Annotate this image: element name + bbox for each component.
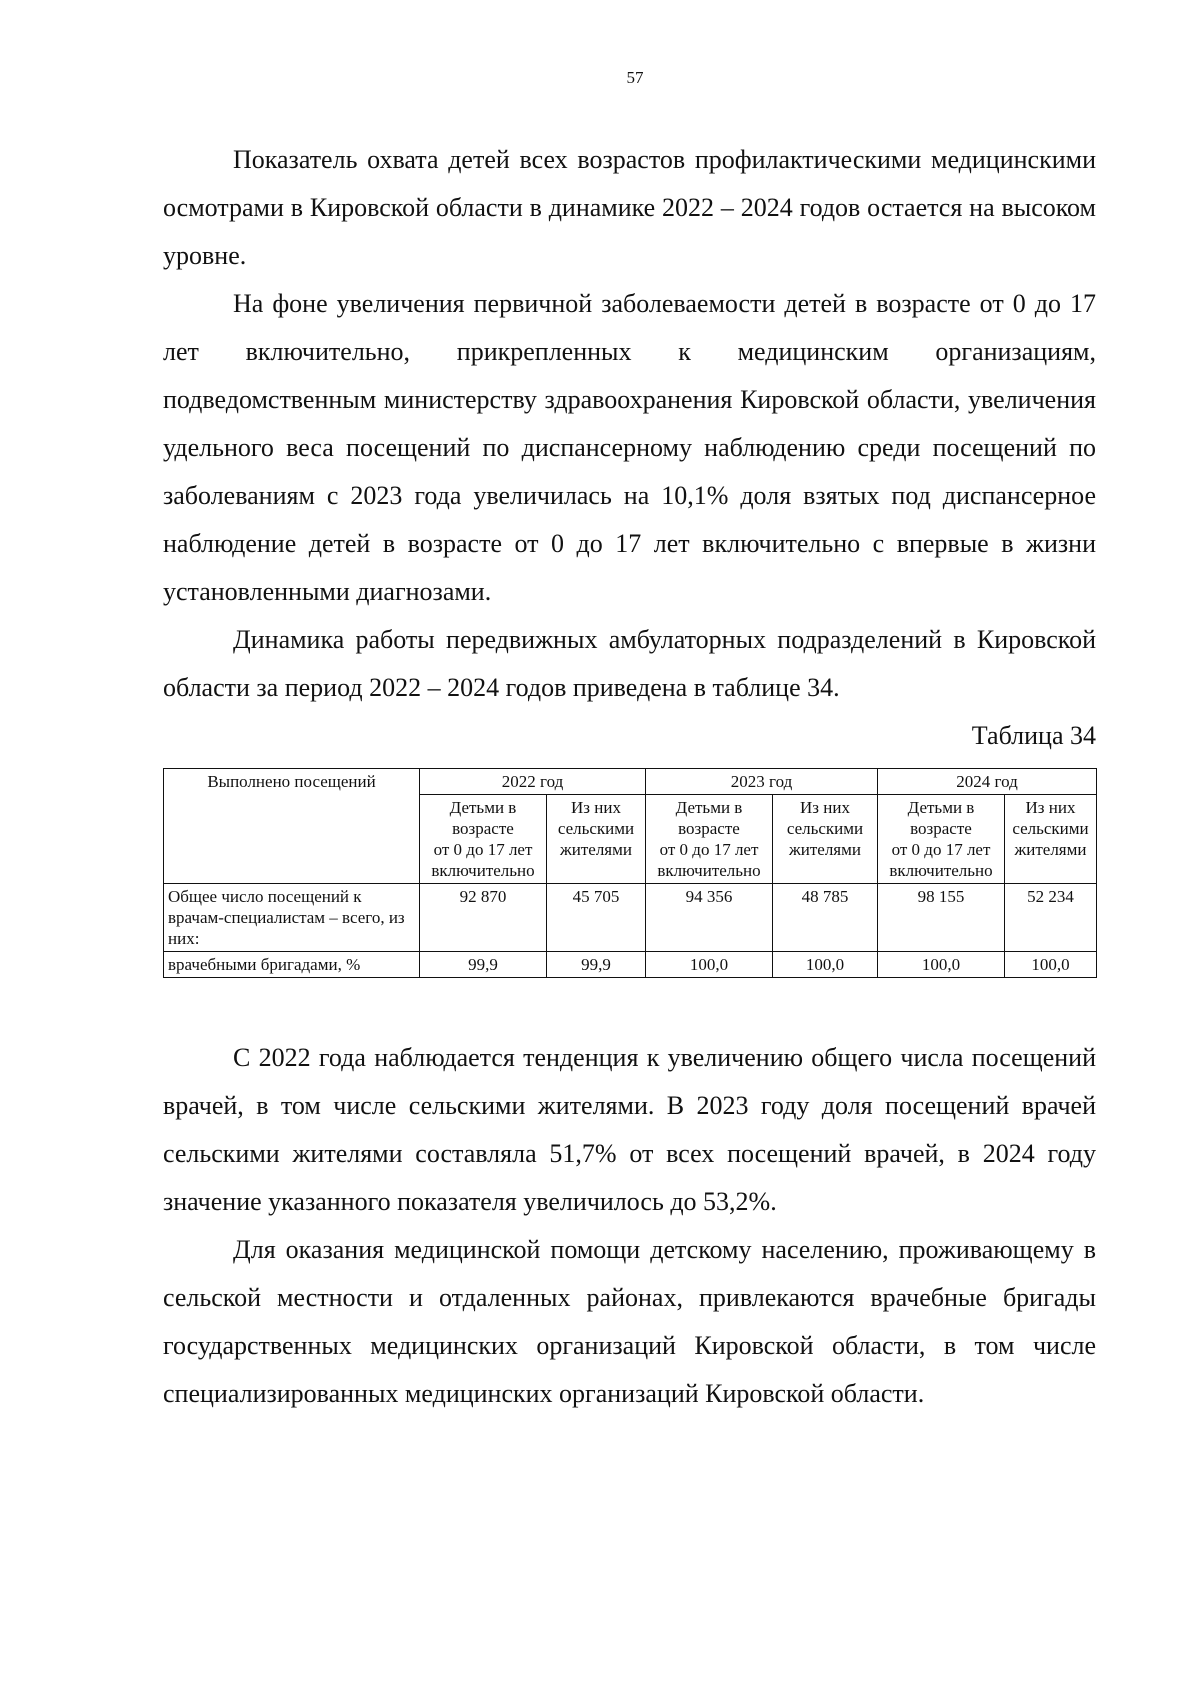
paragraph: Показатель охвата детей всех возрастов профилактическими медицинскими осмотрами в Кировской области в динамике 2022 – 2024 годов остается на высоком уровне. bbox=[163, 145, 1096, 270]
text-after-table bbox=[163, 1034, 1096, 1418]
table-cell: 99,9 bbox=[547, 952, 646, 978]
table-cell: 100,0 bbox=[1005, 952, 1097, 978]
table-cell: 99,9 bbox=[420, 952, 547, 978]
paragraph: На фоне увеличения первичной заболеваемости детей в возрасте от 0 до 17 лет включительно, прикрепленных к медицинским организациям, подведомственным министерству здравоохранения Кировской области, увеличения удельного веса посещений по диспансерному наблюдению среди посещений по заболеваниям с 2023 года увеличилась на 10,1% доля взятых под диспансерное наблюдение детей в возрасте от 0 до 17 лет включительно с впервые в жизни установленными диагнозами. bbox=[163, 289, 1096, 606]
paragraph: Для оказания медицинской помощи детскому населению, проживающему в сельской местности и отдаленных районах, привлекаются врачебные бригады государственных медицинских организаций Кировской области, в том числе специализированных медицинских организаций Кировской области. bbox=[163, 1235, 1096, 1408]
subheader-text: Из них сельскими жителями bbox=[786, 798, 864, 859]
subheader-rural bbox=[547, 795, 646, 884]
year-header-2024: 2024 год bbox=[878, 769, 1097, 795]
corner-header: Выполнено посещений bbox=[207, 772, 376, 791]
year-header-2022: 2022 год bbox=[420, 769, 646, 795]
visits-table bbox=[163, 768, 1097, 978]
table-cell: 48 785 bbox=[773, 884, 878, 952]
text-before-table bbox=[163, 136, 1096, 712]
table-cell: 52 234 bbox=[1005, 884, 1097, 952]
table-row bbox=[164, 884, 1097, 952]
corner-header-cell bbox=[164, 769, 420, 884]
subheader-rural bbox=[773, 795, 878, 884]
paragraph: Динамика работы передвижных амбулаторных подразделений в Кировской области за период 2022 – 2024 годов приведена в таблице 34. bbox=[163, 625, 1096, 702]
subheader-text: Из них сельскими жителями bbox=[557, 798, 635, 859]
subheader-rural bbox=[1005, 795, 1097, 884]
table-cell: 100,0 bbox=[878, 952, 1005, 978]
subheader-children bbox=[878, 795, 1005, 884]
year-header-2023: 2023 год bbox=[646, 769, 878, 795]
table-cell: 100,0 bbox=[646, 952, 773, 978]
table-caption: Таблица 34 bbox=[971, 721, 1096, 750]
table-cell: 45 705 bbox=[547, 884, 646, 952]
table-row bbox=[164, 952, 1097, 978]
subheader-text: Детьми в возрасте от 0 до 17 лет включительно bbox=[431, 798, 535, 880]
subheader-text: Детьми в возрасте от 0 до 17 лет включительно bbox=[657, 798, 761, 880]
subheader-text: Из них сельскими жителями bbox=[1012, 798, 1089, 859]
subheader-text: Детьми в возрасте от 0 до 17 лет включительно bbox=[889, 798, 993, 880]
table-cell: 94 356 bbox=[646, 884, 773, 952]
table-cell: 92 870 bbox=[420, 884, 547, 952]
page-number: 57 bbox=[626, 68, 644, 87]
paragraph: С 2022 года наблюдается тенденция к увеличению общего числа посещений врачей, в том числе сельскими жителями. В 2023 году доля посещений врачей сельскими жителями составляла 51,7% от всех посещений врачей, в 2024 году значение указанного показателя увеличилось до 53,2%. bbox=[163, 1043, 1096, 1216]
subheader-children bbox=[646, 795, 773, 884]
table-header-row bbox=[164, 769, 1097, 795]
subheader-children bbox=[420, 795, 547, 884]
row-label: Общее число посещений к врачам-специалистам – всего, из них: bbox=[164, 884, 420, 952]
table-cell: 98 155 bbox=[878, 884, 1005, 952]
table-cell: 100,0 bbox=[773, 952, 878, 978]
row-label: врачебными бригадами, % bbox=[164, 952, 420, 978]
